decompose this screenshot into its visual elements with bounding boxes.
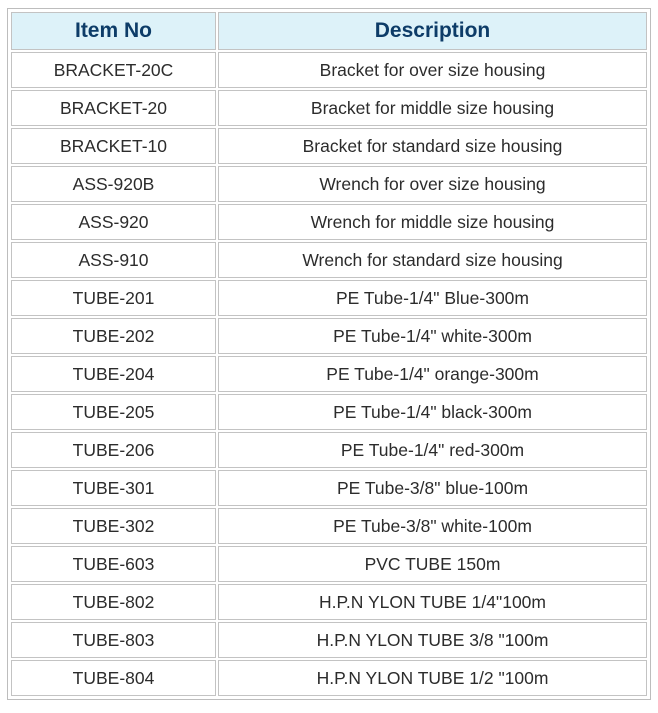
description-cell: PE Tube-1/4" orange-300m [218,356,647,392]
item-no-cell: BRACKET-20C [11,52,216,88]
description-cell: H.P.N YLON TUBE 3/8 "100m [218,622,647,658]
item-no-cell: TUBE-301 [11,470,216,506]
item-no-cell: BRACKET-10 [11,128,216,164]
description-cell: H.P.N YLON TUBE 1/4"100m [218,584,647,620]
item-no-cell: TUBE-302 [11,508,216,544]
description-cell: PE Tube-1/4" Blue-300m [218,280,647,316]
table-row [11,166,647,202]
description-cell: PE Tube-3/8" blue-100m [218,470,647,506]
table-row [11,128,647,164]
table-row [11,90,647,126]
description-cell: PE Tube-1/4" red-300m [218,432,647,468]
table-row [11,660,647,696]
description-cell: Bracket for over size housing [218,52,647,88]
table-header-row [11,12,647,50]
description-cell: H.P.N YLON TUBE 1/2 "100m [218,660,647,696]
description-cell: Bracket for middle size housing [218,90,647,126]
table-row [11,470,647,506]
item-no-cell: TUBE-206 [11,432,216,468]
product-table [9,10,649,698]
description-cell: Wrench for middle size housing [218,204,647,240]
item-no-cell: TUBE-202 [11,318,216,354]
header-description: Description [218,12,647,50]
table-row [11,242,647,278]
table-row [11,356,647,392]
description-cell: Wrench for over size housing [218,166,647,202]
description-cell: PE Tube-1/4" white-300m [218,318,647,354]
table-row [11,508,647,544]
item-no-cell: ASS-920B [11,166,216,202]
item-no-cell: TUBE-603 [11,546,216,582]
table-row [11,318,647,354]
table-row [11,52,647,88]
product-table-container [7,8,651,700]
item-no-cell: ASS-920 [11,204,216,240]
item-no-cell: TUBE-204 [11,356,216,392]
item-no-cell: ASS-910 [11,242,216,278]
table-row [11,204,647,240]
item-no-cell: TUBE-802 [11,584,216,620]
item-no-cell: TUBE-804 [11,660,216,696]
description-cell: PE Tube-1/4" black-300m [218,394,647,430]
table-row [11,584,647,620]
table-row [11,280,647,316]
item-no-cell: TUBE-201 [11,280,216,316]
table-row [11,546,647,582]
header-item-no: Item No [11,12,216,50]
description-cell: Bracket for standard size housing [218,128,647,164]
description-cell: Wrench for standard size housing [218,242,647,278]
item-no-cell: TUBE-205 [11,394,216,430]
table-row [11,394,647,430]
table-row [11,432,647,468]
item-no-cell: TUBE-803 [11,622,216,658]
item-no-cell: BRACKET-20 [11,90,216,126]
table-row [11,622,647,658]
description-cell: PVC TUBE 150m [218,546,647,582]
description-cell: PE Tube-3/8" white-100m [218,508,647,544]
